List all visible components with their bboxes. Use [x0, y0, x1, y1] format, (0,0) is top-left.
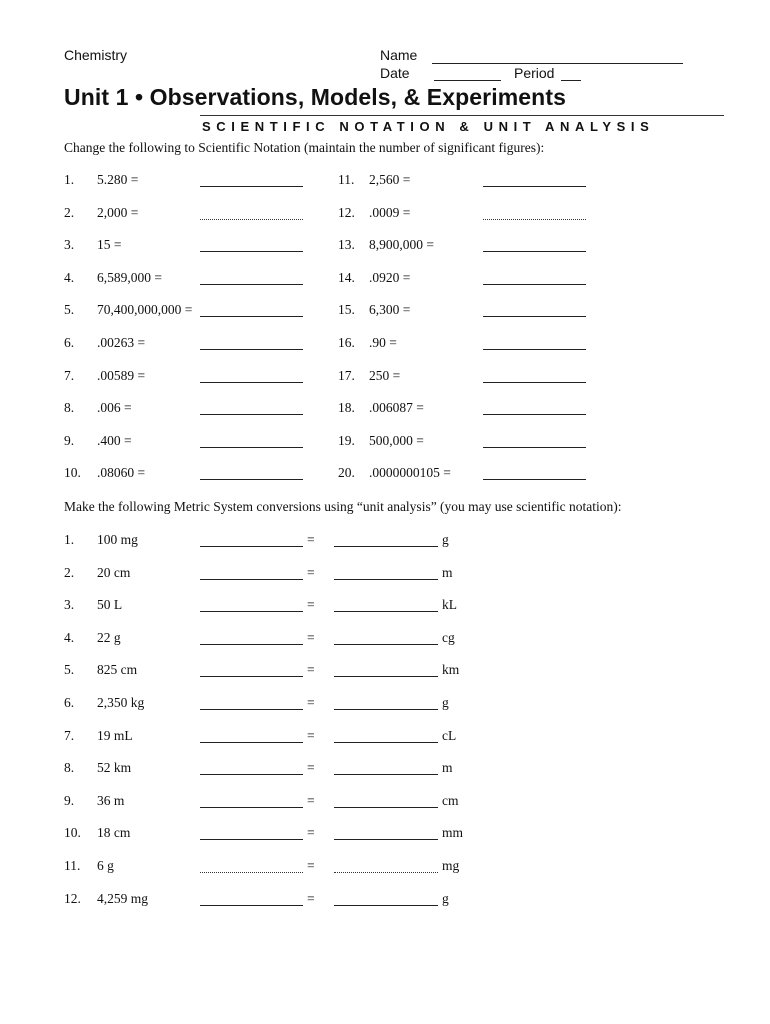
target-unit: m [442, 760, 453, 776]
question-number: 20. [338, 465, 355, 481]
conversion-value: 4,259 mg [97, 890, 149, 906]
conversion-value: 19 mL [97, 727, 133, 743]
question-number: 2. [64, 564, 75, 580]
answer-blank[interactable] [483, 335, 586, 350]
question-number: 16. [338, 335, 355, 350]
conversion-row [0, 858, 770, 876]
question-row [0, 205, 770, 223]
answer-blank[interactable] [334, 858, 438, 873]
conversion-value: 825 cm [97, 662, 138, 678]
section-header: SCIENTIFIC NOTATION & UNIT ANALYSIS [202, 119, 655, 134]
question-number: 7. [64, 727, 75, 743]
question-value: 2,560 = [369, 172, 411, 187]
work-blank[interactable] [200, 565, 303, 580]
date-field-line[interactable] [434, 80, 501, 81]
conversion-value: 2,350 kg [97, 695, 145, 710]
equals-sign: = [307, 662, 315, 678]
question-value: 15 = [97, 237, 122, 253]
question-value: .006 = [97, 400, 132, 416]
answer-blank[interactable] [483, 465, 586, 480]
target-unit: mg [442, 858, 460, 873]
question-row [0, 465, 770, 483]
conversion-value: 36 m [97, 792, 125, 808]
question-value: .0009 = [369, 204, 411, 220]
answer-blank[interactable] [483, 172, 586, 187]
question-number: 3. [64, 597, 75, 613]
equals-sign: = [307, 532, 315, 547]
date-label: Date [380, 65, 410, 81]
conversion-value: 18 cm [97, 825, 131, 841]
answer-blank[interactable] [334, 662, 438, 677]
question-value: .08060 = [97, 465, 146, 481]
answer-blank[interactable] [334, 597, 438, 612]
conversion-row [0, 662, 770, 680]
question-value: .0000000105 = [369, 465, 451, 481]
conversion-row [0, 825, 770, 843]
answer-blank[interactable] [483, 400, 586, 415]
question-number: 3. [64, 237, 75, 253]
work-blank[interactable] [200, 532, 303, 547]
question-value: .00589 = [97, 367, 146, 383]
question-value: 5.280 = [97, 172, 139, 187]
course-label: Chemistry [64, 47, 128, 63]
conversion-value: 100 mg [97, 532, 138, 547]
conversion-row [0, 793, 770, 811]
equals-sign: = [307, 564, 315, 580]
conversion-row [0, 532, 770, 550]
title-divider [200, 115, 724, 116]
answer-blank[interactable] [334, 565, 438, 580]
question-number: 13. [338, 237, 355, 253]
equals-sign: = [307, 727, 315, 743]
answer-blank[interactable] [483, 302, 586, 317]
conversion-row [0, 597, 770, 615]
conversion-value: 52 km [97, 760, 132, 776]
question-value: .00263 = [97, 335, 146, 350]
work-blank[interactable] [200, 825, 303, 840]
equals-sign: = [307, 629, 315, 645]
equals-sign: = [307, 695, 315, 710]
question-number: 19. [338, 432, 355, 448]
conversion-row [0, 630, 770, 648]
equals-sign: = [307, 890, 315, 906]
question-number: 5. [64, 662, 75, 678]
question-row [0, 433, 770, 451]
question-number: 10. [64, 825, 81, 841]
question-number: 4. [64, 269, 75, 285]
target-unit: cL [442, 727, 457, 743]
question-number: 11. [338, 172, 355, 187]
name-field-line[interactable] [432, 63, 683, 64]
question-value: .0920 = [369, 269, 411, 285]
question-value: 8,900,000 = [369, 237, 434, 253]
work-blank[interactable] [200, 891, 303, 906]
work-blank[interactable] [200, 760, 303, 775]
answer-blank[interactable] [334, 630, 438, 645]
conversion-row [0, 695, 770, 713]
answer-blank[interactable] [334, 760, 438, 775]
question-number: 8. [64, 760, 75, 776]
question-row [0, 302, 770, 320]
target-unit: cm [442, 792, 459, 808]
question-row [0, 368, 770, 386]
target-unit: g [442, 890, 449, 906]
question-number: 9. [64, 792, 75, 808]
equals-sign: = [307, 792, 315, 808]
work-blank[interactable] [200, 597, 303, 612]
answer-blank[interactable] [483, 433, 586, 448]
question-value: .90 = [369, 335, 397, 350]
conversion-value: 6 g [97, 858, 114, 873]
question-number: 6. [64, 335, 75, 350]
question-number: 1. [64, 172, 75, 187]
part2-instruction: Make the following Metric System conversions using “unit analysis” (you may use scientific notation): [64, 499, 622, 514]
question-number: 9. [64, 432, 75, 448]
question-value: 500,000 = [369, 432, 424, 448]
question-number: 14. [338, 269, 355, 285]
conversion-value: 50 L [97, 597, 123, 613]
answer-blank[interactable] [334, 793, 438, 808]
target-unit: g [442, 532, 449, 547]
work-blank[interactable] [200, 662, 303, 677]
equals-sign: = [307, 858, 315, 873]
question-value: .006087 = [369, 400, 424, 416]
question-value: 2,000 = [97, 204, 139, 220]
question-row [0, 270, 770, 288]
answer-blank[interactable] [334, 695, 438, 710]
target-unit: m [442, 564, 453, 580]
question-number: 5. [64, 302, 75, 318]
question-row [0, 172, 770, 190]
name-label: Name [380, 47, 418, 63]
target-unit: mm [442, 825, 464, 841]
question-row [0, 335, 770, 353]
answer-blank[interactable] [334, 825, 438, 840]
question-number: 1. [64, 532, 75, 547]
question-value: 250 = [369, 367, 401, 383]
conversion-row [0, 891, 770, 909]
equals-sign: = [307, 597, 315, 613]
question-number: 15. [338, 302, 355, 318]
question-number: 18. [338, 400, 355, 416]
answer-blank[interactable] [334, 891, 438, 906]
question-number: 11. [64, 858, 81, 873]
answer-blank[interactable] [483, 237, 586, 252]
answer-blank[interactable] [483, 205, 586, 220]
conversion-row [0, 728, 770, 746]
question-value: .400 = [97, 432, 132, 448]
target-unit: kL [442, 597, 457, 613]
conversion-row [0, 760, 770, 778]
conversion-row [0, 565, 770, 583]
page-title: Unit 1 • Observations, Models, & Experiments [64, 84, 566, 110]
target-unit: g [442, 695, 449, 710]
period-label: Period [514, 65, 555, 81]
work-blank[interactable] [200, 728, 303, 743]
period-field-line[interactable] [561, 80, 581, 81]
part1-instruction: Change the following to Scientific Notation (maintain the number of significant figures): [64, 140, 545, 155]
answer-blank[interactable] [483, 270, 586, 285]
question-number: 12. [64, 890, 81, 906]
equals-sign: = [307, 825, 315, 841]
work-blank[interactable] [200, 630, 303, 645]
answer-blank[interactable] [483, 368, 586, 383]
question-number: 12. [338, 204, 355, 220]
question-number: 7. [64, 367, 75, 383]
target-unit: cg [442, 629, 455, 645]
answer-blank[interactable] [334, 532, 438, 547]
question-number: 8. [64, 400, 75, 416]
question-value: 6,589,000 = [97, 269, 162, 285]
work-blank[interactable] [200, 695, 303, 710]
question-row [0, 237, 770, 255]
work-blank[interactable] [200, 858, 303, 873]
question-row [0, 400, 770, 418]
equals-sign: = [307, 760, 315, 776]
question-number: 2. [64, 204, 75, 220]
question-number: 4. [64, 629, 75, 645]
question-number: 6. [64, 695, 75, 710]
question-number: 17. [338, 367, 355, 383]
conversion-value: 20 cm [97, 564, 131, 580]
question-value: 70,400,000,000 = [97, 302, 193, 318]
work-blank[interactable] [200, 793, 303, 808]
answer-blank[interactable] [334, 728, 438, 743]
conversion-value: 22 g [97, 629, 121, 645]
question-number: 10. [64, 465, 81, 481]
target-unit: km [442, 662, 460, 678]
question-value: 6,300 = [369, 302, 411, 318]
